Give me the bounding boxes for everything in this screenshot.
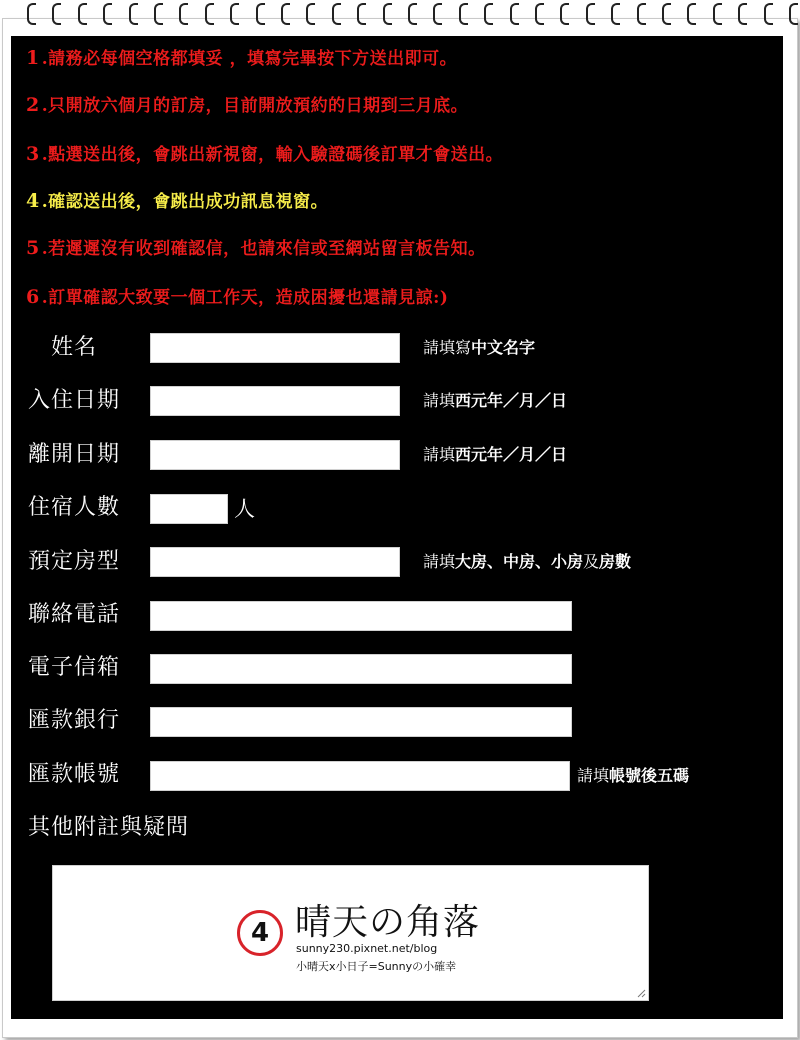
- notice-1: 1 .請務必每個空格都填妥 ，填寫完畢按下方送出即可。: [26, 47, 458, 69]
- spiral-ring: [129, 3, 138, 25]
- spiral-ring: [611, 3, 620, 25]
- name-input[interactable]: [150, 333, 400, 363]
- spiral-ring: [789, 3, 798, 25]
- watermark-logo: [235, 892, 481, 982]
- spiral-ring: [764, 3, 773, 25]
- spiral-ring: [637, 3, 646, 25]
- spiral-ring: [560, 3, 569, 25]
- spiral-ring: [230, 3, 239, 25]
- spiral-ring: [281, 3, 290, 25]
- account-hint: 請填帳號後五碼: [577, 766, 690, 785]
- notice-2: 2 .只開放六個月的訂房，目前開放預約的日期到三月底。: [26, 94, 469, 116]
- room-type-hint: 請填大房、中房、小房及房數: [423, 552, 632, 571]
- bank-label: 匯款銀行: [28, 708, 121, 733]
- spiral-ring: [687, 3, 696, 25]
- spiral-ring: [433, 3, 442, 25]
- notice-3: 3 .點選送出後，會跳出新視窗，輸入驗證碼後訂單才會送出。: [26, 143, 504, 165]
- booking-form-panel: [11, 36, 783, 1019]
- watermark-subtitle: 小晴天x小日子=Sunnyの小確幸: [296, 960, 457, 973]
- spiral-ring: [154, 3, 163, 25]
- phone-input[interactable]: [150, 601, 572, 631]
- email-label: 電子信箱: [28, 655, 121, 680]
- checkin-input[interactable]: [150, 386, 400, 416]
- notice-5: 5 .若遲遲沒有收到確認信，也請來信或至網站留言板告知。: [26, 237, 486, 259]
- checkout-hint: 請填西元年／月／日: [423, 445, 568, 464]
- spiral-ring: [103, 3, 112, 25]
- email-input[interactable]: [150, 654, 572, 684]
- notice-6: 6 .訂單確認大致要一個工作天，造成困擾也還請見諒:): [26, 286, 449, 308]
- spiral-ring: [52, 3, 61, 25]
- watermark-number-badge: 4: [237, 910, 283, 956]
- spiral-ring: [713, 3, 722, 25]
- checkin-hint: 請填西元年／月／日: [423, 391, 568, 410]
- spiral-binding: [0, 0, 800, 30]
- watermark-title: 晴天の角落: [295, 902, 481, 943]
- watermark-url: sunny230.pixnet.net/blog: [296, 942, 438, 955]
- guests-unit: 人: [234, 497, 255, 521]
- name-label: 姓名: [51, 335, 98, 360]
- spiral-ring: [383, 3, 392, 25]
- phone-label: 聯絡電話: [28, 602, 121, 627]
- guests-label: 住宿人數: [28, 495, 121, 520]
- spiral-ring: [205, 3, 214, 25]
- resize-grip-icon[interactable]: [636, 988, 646, 998]
- spiral-ring: [408, 3, 417, 25]
- spiral-ring: [179, 3, 188, 25]
- room-type-label: 預定房型: [28, 549, 121, 574]
- checkin-label: 入住日期: [28, 388, 121, 413]
- spiral-ring: [459, 3, 468, 25]
- checkout-label: 離開日期: [28, 442, 121, 467]
- account-input[interactable]: [150, 761, 570, 791]
- room-type-input[interactable]: [150, 547, 400, 577]
- spiral-ring: [306, 3, 315, 25]
- checkout-input[interactable]: [150, 440, 400, 470]
- notes-label: 其他附註與疑問: [28, 815, 190, 840]
- guests-input[interactable]: [150, 494, 228, 524]
- spiral-ring: [535, 3, 544, 25]
- spiral-ring: [662, 3, 671, 25]
- spiral-ring: [357, 3, 366, 25]
- account-label: 匯款帳號: [28, 762, 121, 787]
- spiral-ring: [78, 3, 87, 25]
- spiral-ring: [256, 3, 265, 25]
- spiral-ring: [332, 3, 341, 25]
- notice-4: 4 .確認送出後，會跳出成功訊息視窗。: [26, 190, 329, 212]
- spiral-ring: [510, 3, 519, 25]
- spiral-ring: [27, 3, 36, 25]
- spiral-ring: [484, 3, 493, 25]
- spiral-ring: [738, 3, 747, 25]
- bank-input[interactable]: [150, 707, 572, 737]
- name-hint: 請填寫中文名字: [423, 338, 536, 357]
- spiral-ring: [586, 3, 595, 25]
